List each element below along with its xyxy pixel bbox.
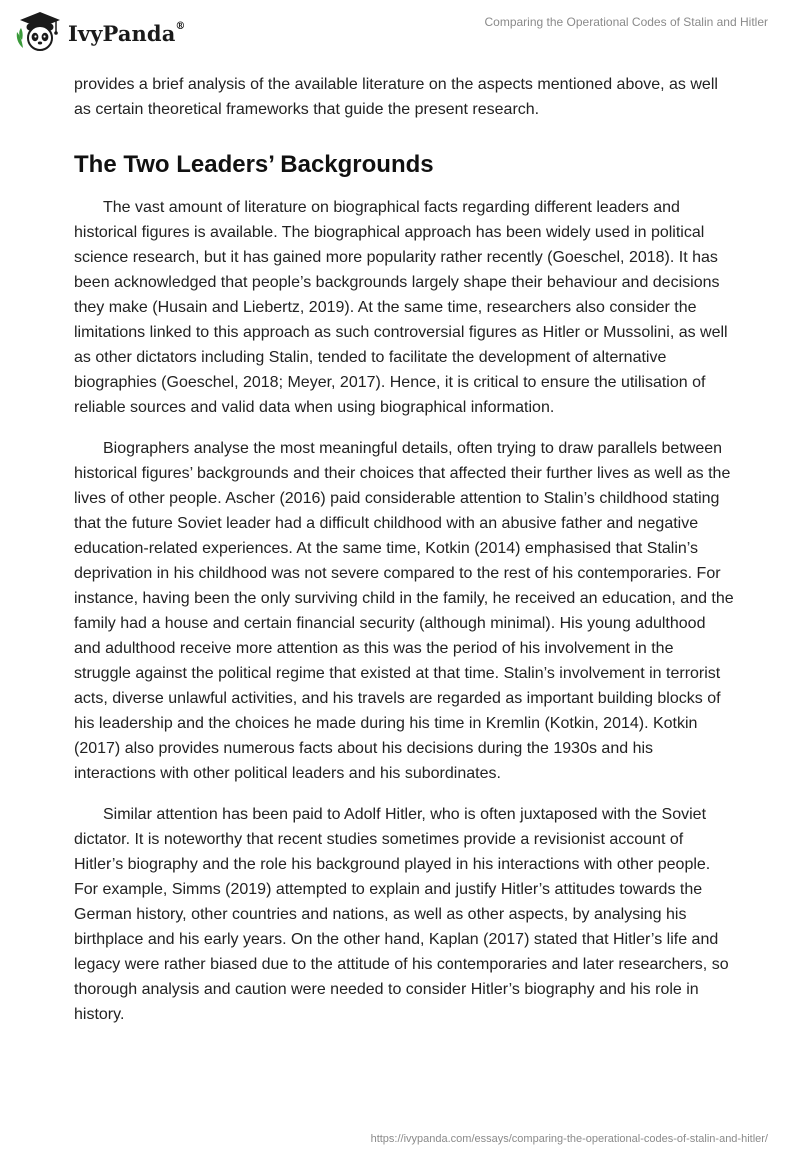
intro-paragraph: provides a brief analysis of the available literature on the aspects mentioned above, as well as certain theoretical frameworks that guide the present research. [74, 76, 718, 118]
page-header [0, 0, 800, 70]
body-paragraph-3: Similar attention has been paid to Adolf Hitler, who is often juxtaposed with the Soviet dictator. It is noteworthy that recent studies sometimes provide a revisionist account of Hitler’s biography and the role his background played in his interactions with other people. For example, Simms (2019) attempted to explain and justify Hitler’s attitudes towards the German history, other countries and nations, as well as other aspects, by analysing his birthplace and his early years. On the other hand, Kaplan (2017) stated that Hitler’s life and legacy were rather biased due to the attitude of his contemporaries and later researchers, so thorough analysis and caution were needed to consider Hitler’s biography and his role in history. [74, 806, 729, 1023]
registered-mark: ® [175, 20, 186, 32]
panda-graduation-cap-icon [14, 10, 62, 54]
ivypanda-logo[interactable] [14, 10, 186, 54]
logo-text: IvyPanda® [68, 20, 186, 46]
essay-body [74, 72, 734, 1027]
body-paragraph-1: The vast amount of literature on biographical facts regarding different leaders and historical figures is available. The biographical approach has been widely used in political science research, but it has gained more popularity rather recently (Goeschel, 2018). It has been acknowledged that people’s backgrounds largely shape their behaviour and decisions they make (Husain and Liebertz, 2019). At the same time, researchers also consider the limitations linked to this approach as such controversial figures as Hitler or Mussolini, as well as other dictators including Stalin, tended to facilitate the development of alternative biographies (Goeschel, 2018; Meyer, 2017). Hence, it is critical to ensure the utilisation of reliable sources and valid data when using biographical information. [74, 199, 728, 416]
source-url[interactable]: https://ivypanda.com/essays/comparing-the-operational-codes-of-stalin-and-hitler/ [370, 1133, 768, 1145]
body-paragraph-2: Biographers analyse the most meaningful details, often trying to draw parallels between historical figures’ backgrounds and their choices that affected their further lives as well as the lives of other people. Ascher (2016) paid considerable attention to Stalin’s childhood stating that the future Soviet leader had a difficult childhood with an abusive father and negative education-related experiences. At the same time, Kotkin (2014) emphasised that Stalin’s deprivation in his childhood was not severe compared to the rest of his contemporaries. For instance, having been the only surviving child in the family, he received an education, and the family had a house and certain financial security (although minimal). His young adulthood and adulthood receive more attention as this was the period of his involvement in the struggle against the political regime that existed at that time. Stalin’s involvement in terrorist acts, diverse unlawful activities, and his travels are regarded as important building blocks of his leadership and the choices he made during his time in Kremlin (Kotkin, 2014). Kotkin (2017) also provides numerous facts about his decisions during the 1930s and his interactions with other political leaders and his subordinates. [74, 440, 734, 782]
section-heading: The Two Leaders’ Backgrounds [74, 151, 434, 178]
document-title: Comparing the Operational Codes of Stalin and Hitler [484, 15, 768, 29]
